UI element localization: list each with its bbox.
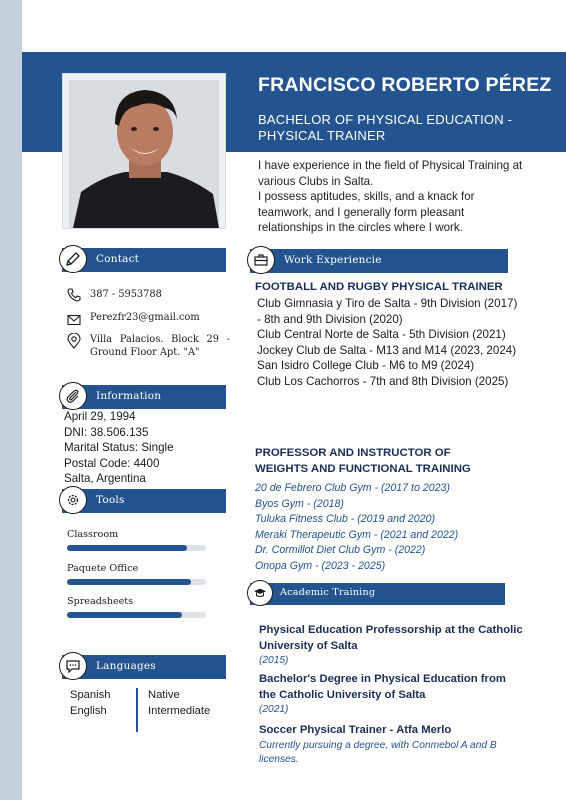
tool-level-fill bbox=[67, 579, 191, 585]
club-item: Jockey Club de Salta - M13 and M14 (2023, 2024) bbox=[257, 343, 517, 357]
tool-level-fill bbox=[67, 612, 182, 618]
mail-icon bbox=[67, 311, 81, 330]
languages-title: Languages bbox=[96, 660, 156, 672]
tool-level-bar bbox=[67, 579, 206, 585]
contact-email: Perezfr23@gmail.com bbox=[90, 312, 200, 323]
academic-item bbox=[259, 672, 524, 717]
language-divider bbox=[136, 688, 138, 732]
contact-title: Contact bbox=[96, 253, 140, 265]
gym-item: Byos Gym - (2018) bbox=[255, 497, 344, 510]
info-line: Postal Code: 4400 bbox=[64, 456, 160, 470]
contact-phone: 387 - 5953788 bbox=[90, 289, 162, 300]
club-item: San Isidro College Club - M6 to M9 (2024) bbox=[257, 359, 475, 373]
left-accent-bar bbox=[0, 0, 22, 800]
language-levels bbox=[148, 688, 210, 719]
tool-level-bar bbox=[67, 612, 206, 618]
summary-paragraph: I possess aptitudes, skills, and a knack for teamwork, and I generally form pleasant relationships in the circles where I work. bbox=[258, 190, 475, 235]
pencil-icon bbox=[59, 245, 87, 273]
language-level: Native bbox=[148, 689, 180, 701]
gym-item: Meraki Therapeutic Gym - (2021 and 2022) bbox=[255, 528, 459, 541]
gym-item: Dr. Cormillot Diet Club Gym - (2022) bbox=[255, 544, 426, 557]
info-line: DNI: 38.506.135 bbox=[64, 425, 149, 439]
contact-address bbox=[90, 333, 230, 359]
club-item: Club Central Norte de Salta - 5th Division (2021) bbox=[257, 328, 506, 342]
summary-paragraph: I have experience in the field of Physical Training at various Clubs in Salta. bbox=[258, 159, 523, 188]
work-title: Work Experiencie bbox=[284, 254, 382, 266]
academic-degree: Bachelor's Degree in Physical Education from the Catholic University of Salta bbox=[259, 673, 506, 701]
information-title: Information bbox=[96, 390, 162, 402]
gear-icon bbox=[59, 486, 87, 514]
job-title bbox=[255, 446, 471, 477]
language-level: Intermediate bbox=[148, 704, 211, 717]
tool-level-bar bbox=[67, 545, 206, 551]
tools-header bbox=[62, 489, 226, 513]
tool-label: Paquete Office bbox=[67, 563, 139, 574]
job-title-line: WEIGHTS AND FUNCTIONAL TRAINING bbox=[255, 462, 471, 475]
info-line: Marital Status: Single bbox=[64, 441, 174, 455]
club-item: Club Los Cachorros - 7th and 8th Division (2025) bbox=[257, 374, 509, 388]
academic-year: (2015) bbox=[259, 655, 289, 666]
job-title-line: PROFESSOR AND INSTRUCTOR OF bbox=[255, 447, 451, 459]
academic-degree: Soccer Physical Trainer - Atfa Merlo bbox=[259, 724, 452, 736]
academic-degree: Physical Education Professorship at the Catholic University of Salta bbox=[259, 624, 523, 652]
profile-photo bbox=[63, 74, 225, 228]
graduation-cap-icon bbox=[247, 580, 273, 606]
academic-note: Currently pursuing a degree, with Conmebol A and B licenses. bbox=[259, 739, 497, 765]
information-header bbox=[62, 385, 226, 409]
gym-list bbox=[255, 481, 458, 575]
person-name: FRANCISCO ROBERTO PÉREZ bbox=[258, 74, 552, 96]
chat-icon bbox=[59, 652, 87, 680]
languages-header bbox=[62, 655, 226, 679]
info-line: April 29, 1994 bbox=[64, 410, 136, 423]
language-name: English bbox=[70, 704, 107, 717]
briefcase-icon bbox=[247, 246, 275, 274]
tools-title: Tools bbox=[96, 494, 125, 506]
language-names bbox=[70, 688, 110, 719]
tool-label: Spreadsheets bbox=[67, 596, 134, 607]
address-line-1: Villa Palacios. Block 29 - bbox=[90, 334, 230, 345]
club-list bbox=[257, 296, 519, 390]
location-pin-icon bbox=[67, 333, 81, 353]
academic-header bbox=[250, 583, 505, 605]
information-list bbox=[64, 409, 174, 487]
person-title: BACHELOR OF PHYSICAL EDUCATION - PHYSICAL TRAINER bbox=[258, 112, 513, 143]
language-name: Spanish bbox=[70, 689, 111, 701]
club-item: Club Gimnasia y Tiro de Salta - 9th Division (2017) - 8th and 9th Division (2020) bbox=[257, 297, 518, 326]
phone-icon bbox=[67, 287, 81, 306]
academic-item bbox=[259, 623, 524, 668]
contact-header bbox=[62, 248, 226, 272]
info-line: Salta, Argentina bbox=[64, 472, 146, 486]
address-line-2: Ground Floor Apt. "A" bbox=[90, 347, 200, 358]
work-header bbox=[250, 249, 508, 273]
tool-label: Classroom bbox=[67, 529, 119, 540]
gym-item: 20 de Febrero Club Gym - (2017 to 2023) bbox=[255, 482, 450, 494]
profile-summary bbox=[258, 158, 528, 236]
academic-title: Academic Training bbox=[280, 587, 376, 598]
job-title: FOOTBALL AND RUGBY PHYSICAL TRAINER bbox=[255, 281, 503, 293]
paperclip-icon bbox=[59, 382, 87, 410]
tool-level-fill bbox=[67, 545, 187, 551]
gym-item: Onopa Gym - (2023 - 2025) bbox=[255, 559, 386, 572]
gym-item: Tuluka Fitness Club - (2019 and 2020) bbox=[255, 513, 435, 526]
academic-item bbox=[259, 723, 521, 767]
academic-year: (2021) bbox=[259, 704, 289, 715]
